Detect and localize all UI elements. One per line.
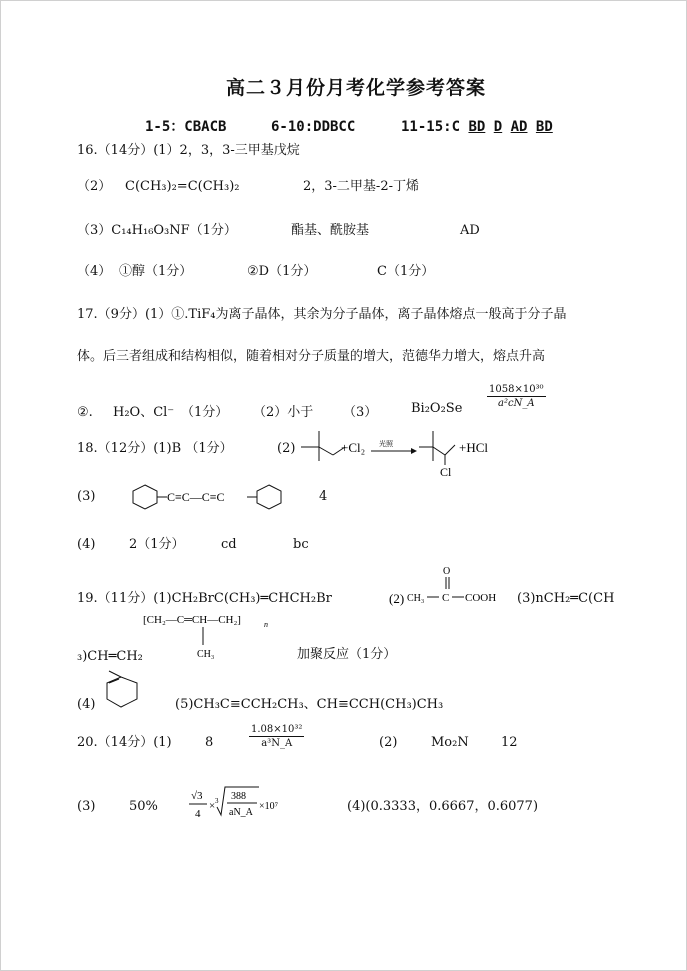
- q16-p3-groups: 酯基、酰胺基: [291, 223, 370, 238]
- page-title: 高二３月份月考化学参考答案: [226, 77, 487, 99]
- q17-line2: 体。后三者组成和结构相似，随着相对分子质量的增大，范德华力增大，熔点升高: [77, 349, 546, 364]
- mc-answer-14: AD: [510, 119, 528, 135]
- q20-expr-4: 4: [195, 808, 201, 820]
- q18-reactant-structure: [301, 431, 345, 461]
- q17-frac-numerator: 1058×10³⁰: [489, 384, 544, 395]
- svg-text:3: 3: [215, 797, 219, 805]
- q20-line1-a: 20.（14分）(1): [77, 735, 172, 750]
- q19-polymer-structure: [143, 607, 283, 663]
- q19-p2-label: (2): [389, 591, 405, 606]
- q16-p2-label: （2）: [77, 179, 112, 194]
- q16-p4-b: ②D（1分）: [247, 264, 317, 279]
- q16-header: 16.（14分）(1）2，3，3-三甲基戊烷: [77, 143, 300, 158]
- q18-diphenyl-diyne: [127, 481, 287, 513]
- q16-p3-answer: AD: [460, 223, 480, 238]
- q20-density-fraction: [249, 723, 304, 750]
- q19-acid-structure: [389, 561, 519, 611]
- mc-prefix: 11-15:C: [401, 119, 461, 135]
- q18-p4-a: 2（1分）: [129, 537, 185, 552]
- q17-l3-a: ②.: [77, 405, 93, 420]
- q20-p2-num: 12: [501, 735, 518, 750]
- q20-times: ×10⁷: [259, 801, 279, 812]
- q16-p4-a: ①醇（1分）: [119, 264, 193, 279]
- svg-text:×: ×: [209, 800, 216, 812]
- mc-answer-12: BD: [468, 119, 486, 135]
- q19-line1: 19.（11分）(1)CH₂BrC(CH₃)═CHCH₂Br: [77, 591, 332, 606]
- q20-edge-length-expression: [187, 781, 297, 831]
- mc-answer-15: BD: [535, 119, 553, 135]
- mc-answers-11-15: [401, 119, 553, 135]
- q19-p3-cont: ₃)CH═CH₂: [77, 649, 143, 664]
- q17-l3-b: H₂O、Cl⁻: [113, 405, 175, 420]
- q17-line1: 17.（9分）(1）①.TiF₄为离子晶体，其余为分子晶体，离子晶体熔点一般高于分子晶: [77, 307, 567, 322]
- q16-p2-name: 2，3-二甲基-2-丁烯: [303, 179, 419, 194]
- benzene-ring-right: [257, 485, 281, 509]
- q20-root-num: 388: [231, 791, 246, 802]
- q20-p2-label: (2): [379, 735, 398, 750]
- mc-answer-13: D: [493, 119, 503, 135]
- q19-p2-c: C: [442, 592, 450, 604]
- q19-p2-o: O: [443, 566, 451, 577]
- q17-frac-denominator: a²cN_A: [498, 398, 535, 409]
- q20-expr-sqrt3: √3: [191, 790, 203, 802]
- q20-line1-b: 8: [205, 735, 214, 750]
- q19-methylcyclohexene: [99, 669, 149, 713]
- q18-line1-a: 18.（12分）(1)B （1分）: [77, 441, 233, 456]
- q18-hcl: +HCl: [459, 440, 489, 455]
- q19-polymer-ch3: CH₃: [197, 649, 215, 660]
- q18-cl-substituent: Cl: [440, 465, 452, 479]
- q18-diyne-chain: C≡C—C≡C: [167, 490, 225, 504]
- q20-p3-pct: 50%: [129, 799, 158, 814]
- q19-polymer-reaction: 加聚反应（1分）: [297, 647, 397, 662]
- q18-condition: 光照: [379, 440, 393, 448]
- q19-polymer-main: [CH₂—C═CH—CH₂]: [143, 614, 241, 626]
- q19-p2-ch3: CH₃: [407, 593, 425, 604]
- mc-answers-1-5: 1-5：CBACB: [145, 119, 227, 135]
- q18-p3-answer: 4: [319, 489, 328, 504]
- q16-p2-formula: C(CH₃)₂=C(CH₃)₂: [125, 179, 240, 194]
- q16-p4-label: （4）: [77, 264, 112, 279]
- q17-formula-label: Bi₂O₂Se: [411, 401, 463, 416]
- q20-p4: (4)(0.3333，0.6667，0.6077): [347, 799, 539, 814]
- q17-l3-c: （1分）: [181, 405, 229, 420]
- q19-p2-cooh: COOH: [465, 592, 497, 604]
- q20-p3-label: (3): [77, 799, 96, 814]
- q20-frac-numerator: 1.08×10³²: [251, 724, 303, 735]
- q19-p4-label: (4): [77, 697, 96, 712]
- q17-l3-d: （2）小于: [253, 405, 314, 420]
- q18-line1-b: (2): [277, 441, 296, 456]
- q17-density-fraction: [487, 383, 546, 410]
- q18-p4-label: (4): [77, 537, 96, 552]
- q18-reaction-scheme: [291, 419, 501, 479]
- q16-p3-label: （3）C₁₄H₁₆O₃NF（1分）: [77, 223, 237, 238]
- q20-p2-formula: Mo₂N: [431, 735, 469, 750]
- mc-answers-6-10: 6-10:DDBCC: [271, 119, 356, 135]
- q20-root-den: aN_A: [229, 807, 253, 818]
- benzene-ring-left: [133, 485, 157, 509]
- q19-p3: (3)nCH₂═C(CH: [517, 591, 615, 606]
- q18-p4-b: cd: [221, 537, 237, 552]
- q16-p4-c: C（1分）: [377, 264, 435, 279]
- q20-frac-denominator: a³N_A: [261, 738, 293, 749]
- q18-arrowhead: [411, 448, 417, 454]
- q19-polymer-n: n: [264, 620, 268, 629]
- q19-p5: (5)CH₃C≡CCH₂CH₃、CH≡CCH(CH₃)CH₃: [175, 697, 444, 712]
- q18-product-structure: [419, 431, 455, 465]
- q18-cl2: +Cl₂: [341, 440, 366, 455]
- q18-p4-c: bc: [293, 537, 309, 552]
- q17-l3-e: （3）: [343, 405, 378, 420]
- q18-p3-label: (3): [77, 489, 96, 504]
